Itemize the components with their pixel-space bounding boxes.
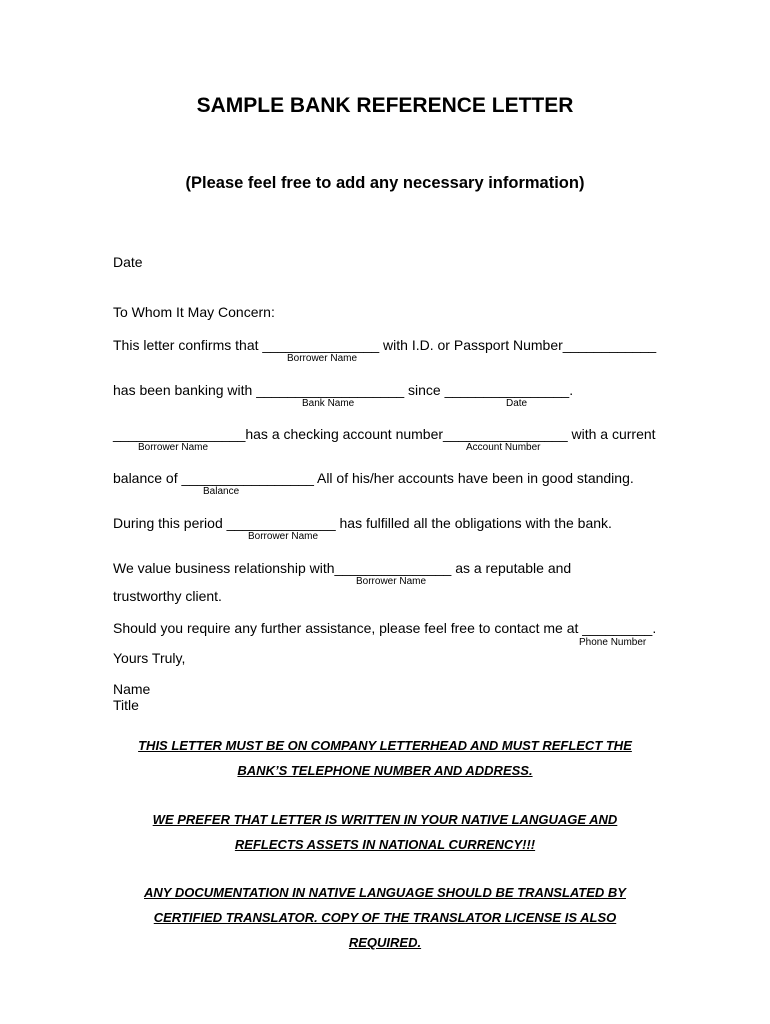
signature-name-label: Name xyxy=(113,681,151,697)
caption-date: Date xyxy=(506,398,528,409)
salutation: To Whom It May Concern: xyxy=(113,304,275,320)
notice-language-line-2: REFLECTS ASSETS IN NATIONAL CURRENCY!!! xyxy=(234,837,536,852)
notice-translation-line-2: CERTIFIED TRANSLATOR. COPY OF THE TRANSLATOR LICENSE IS ALSO xyxy=(153,910,617,925)
caption-borrower-name: Borrower Name xyxy=(356,576,427,587)
letter-line-balance: balance of _________________ All of his/her accounts have been in good standing. xyxy=(113,470,634,486)
letter-line-obligations: During this period ______________ has fulfilled all the obligations with the bank. xyxy=(113,515,612,531)
notice-letterhead-line-2: BANK’S TELEPHONE NUMBER AND ADDRESS. xyxy=(237,763,533,778)
caption-account-number: Account Number xyxy=(466,442,541,453)
letter-line-contact: Should you require any further assistance, please feel free to contact me at _________. xyxy=(113,620,657,636)
notice-translation-line-1: ANY DOCUMENTATION IN NATIVE LANGUAGE SHOULD BE TRANSLATED BY xyxy=(144,885,626,900)
caption-borrower-name: Borrower Name xyxy=(138,442,209,453)
letter-line-account: _________________has a checking account number________________ with a current xyxy=(113,426,656,442)
notice-letterhead-line-1: THIS LETTER MUST BE ON COMPANY LETTERHEAD AND MUST REFLECT THE xyxy=(138,738,632,753)
caption-borrower-name: Borrower Name xyxy=(287,353,358,364)
date-label: Date xyxy=(113,254,143,270)
letter-line-banking: has been banking with ___________________ since ________________. xyxy=(113,382,574,398)
letter-line-relationship: We value business relationship with_______________ as a reputable and xyxy=(113,560,572,576)
caption-phone-number: Phone Number xyxy=(579,637,647,648)
notice-language-line-1: WE PREFER THAT LETTER IS WRITTEN IN YOUR NATIVE LANGUAGE AND xyxy=(152,812,618,827)
caption-borrower-name: Borrower Name xyxy=(248,531,319,542)
letter-line-confirms: This letter confirms that _______________ with I.D. or Passport Number____________ xyxy=(113,337,657,353)
letter-line-trustworthy: trustworthy client. xyxy=(113,588,222,604)
signature-title-label: Title xyxy=(113,697,139,713)
caption-balance: Balance xyxy=(203,486,240,497)
notice-translation-line-3: REQUIRED. xyxy=(348,935,422,950)
caption-bank-name: Bank Name xyxy=(302,398,355,409)
document-subtitle: (Please feel free to add any necessary information) xyxy=(185,174,585,192)
closing: Yours Truly, xyxy=(113,650,186,666)
document-title: SAMPLE BANK REFERENCE LETTER xyxy=(196,94,574,117)
